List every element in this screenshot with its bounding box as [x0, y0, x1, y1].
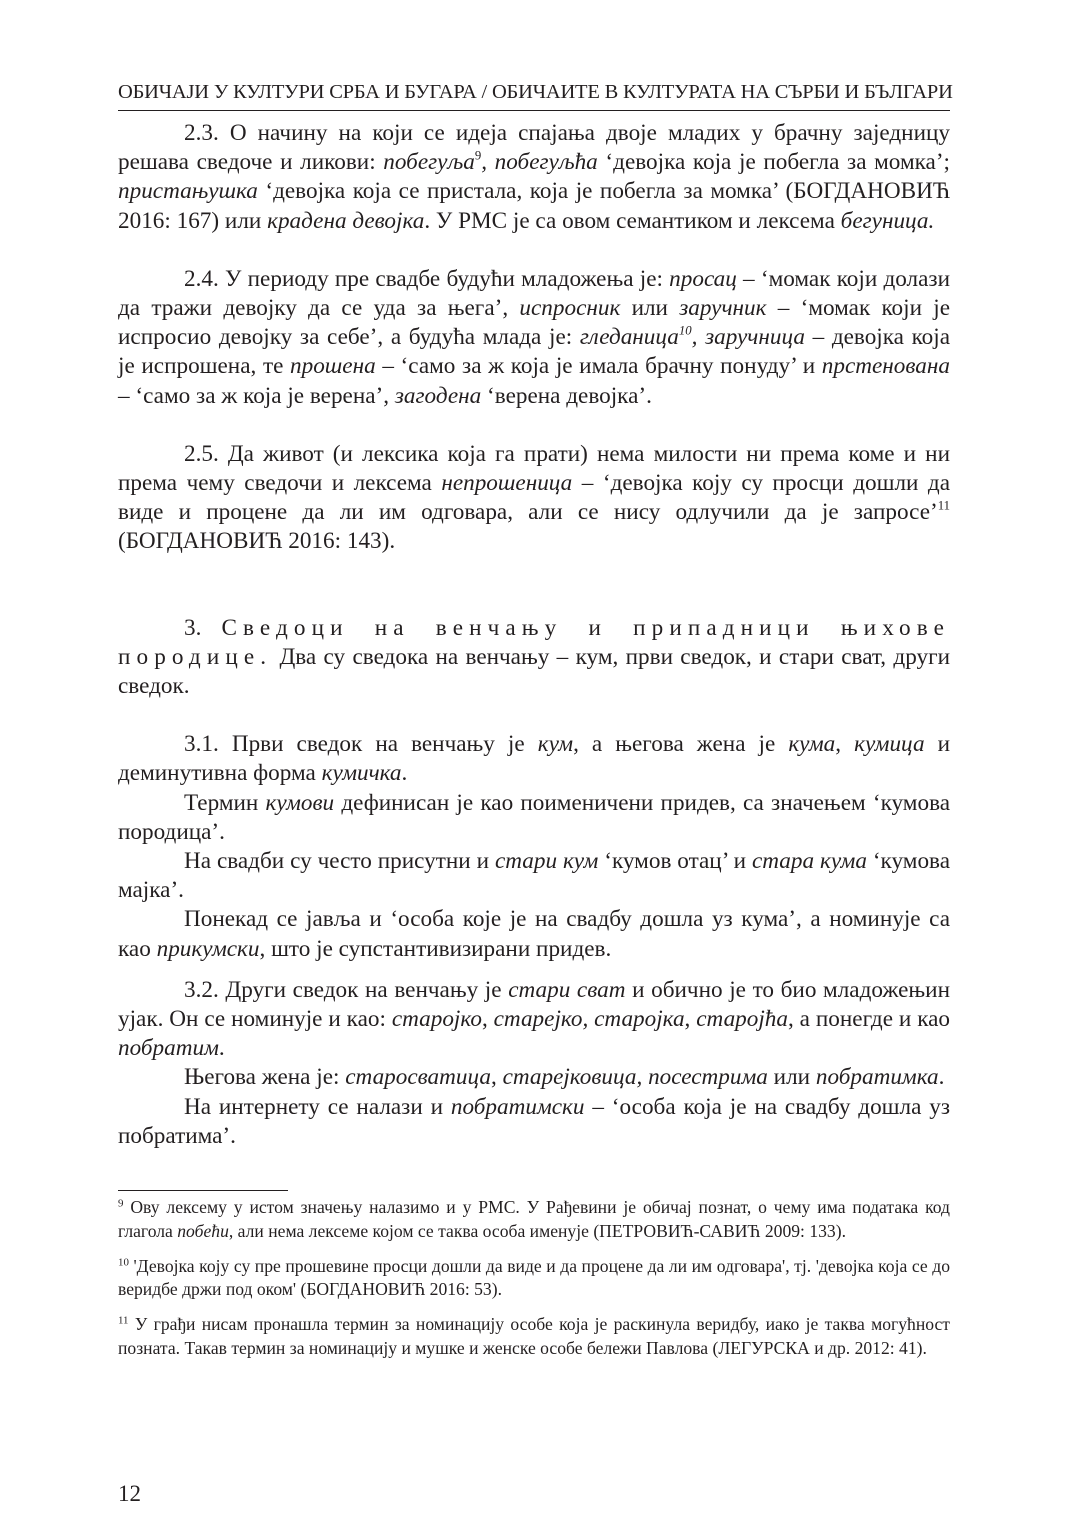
term: старејко, старојка	[493, 1006, 685, 1033]
page-number: 12	[118, 1481, 141, 1506]
header-rule	[118, 110, 950, 111]
term: старосватица	[345, 1064, 491, 1091]
term: старојћа	[696, 1006, 788, 1033]
section-heading: Сведоци на венчању и припадници њихове породице.	[118, 614, 951, 670]
term: просац	[669, 265, 737, 292]
term: кумица	[854, 731, 925, 758]
term: кумови	[265, 789, 335, 816]
term: кум	[537, 731, 574, 758]
paragraph-3-1-kumovi: Термин кумови дефинисан је као поименичени придев, са значењем ‘кумова породица’.	[118, 789, 951, 845]
term: заручница	[705, 324, 805, 351]
footnotes	[118, 1196, 950, 1372]
term: прикумски	[156, 935, 260, 962]
footnote-9: $^9$ Ову лексему у истом значењу налазимо и у РМС. У Рађевини је обичај познат, о чему има података код глагола побећи, али нема лексеме којом се таква особа именује (ПЕТРОВИЋ-САВИЋ 2009: 133).	[118, 1197, 950, 1241]
term: старојко	[391, 1006, 482, 1033]
footnote-number: 10	[118, 1256, 129, 1269]
term: непрошеница	[441, 470, 573, 497]
paragraph-2-4: 2.4. У периоду пре свадбе будући младожења је: просац – ‘момак који долази да тражи девојку да се уда за њега’, испросник или заручник – ‘момак који је испросио девојку за себе’, а будућа млада је: гледаница$^{10}$, заручница – девојка која је испрошена, те прошена – ‘само за ж која је имала брачну понуду’ и прстенована – ‘само за ж која је верена’, загодена ‘верена девојка’.	[118, 265, 951, 409]
footnote-10: $^{10}$ 'Девојка коју су пре прошевине просци дошли да виде и да процене да ли им одговара', тј. 'девојка која се до веридбе држи под оком' (БОГДАНОВИЋ 2016: 53).	[118, 1255, 950, 1300]
paragraph-3-2: 3.2. Други сведок на венчању је стари сват и обично је то био младожењин ујак. Он се номинује и као: старојко, старејко, старојка, старојћа, а понегде и као побратим.	[118, 976, 951, 1062]
footnote-number: 9	[118, 1197, 124, 1210]
footnote-ref-11[interactable]: 11	[937, 498, 950, 513]
term: крадена девојка	[267, 207, 425, 234]
paragraph-3-2-wife: Његова жена је: старосватица, старејковица, посестрима или побратимка.	[184, 1064, 945, 1091]
term: испросник	[519, 295, 621, 322]
term: побећи	[177, 1220, 229, 1241]
running-title: ОБИЧАЈИ У КУЛТУРИ СРБА И БУГАРА / ОБИЧАИТЕ В КУЛТУРАТА НА СЪРБИ И БЪЛГАРИ	[118, 81, 953, 103]
paragraph-3-1: 3.1. Први сведок на венчању је кум, а његова жена је кума, кумица и деминутивна форма кумичка.	[118, 731, 950, 787]
footnote-rule	[118, 1190, 288, 1191]
footnote-ref-9[interactable]: 9	[474, 148, 482, 163]
term: кумичка	[321, 760, 402, 787]
term: кума	[788, 731, 836, 758]
term: прстенована	[821, 353, 950, 380]
term: заручник	[679, 295, 767, 322]
term: стари сват	[508, 976, 626, 1003]
paragraph-3-2-internet: На интернету се налази и побратимски – ‘особа која је на свадбу дошла уз побратима’.	[118, 1093, 950, 1149]
paragraph-3-1-prikumski: Понекад се јавља и ‘особа које је на свадбу дошла уз кума’, а номинује са као прикумски, што је супстантивизирани придев.	[118, 906, 950, 962]
term: стари кум	[494, 848, 599, 875]
paragraph-3: 3. Сведоци на венчању и припадници њихове породице. Два су сведока на венчању – кум, први сведок, и стари сват, други сведок.	[118, 614, 951, 700]
footnote-ref-10[interactable]: 10	[678, 323, 692, 338]
paragraph-3-1-stari-kum: На свадби су често присутни и стари кум ‘кумов отац’ и стара кума ‘кумова мајка’.	[118, 848, 950, 904]
footnote-11: $^{11}$ У грађи нисам пронашла термин за номинацију особе која је раскинула веридбу, иако је таква могућност позната. Такав термин за номинацију и мушке и женске особе бележи Павлова (ЛЕГУРСКА и др. 2012: 41).	[118, 1314, 950, 1358]
term: пристањушка	[118, 178, 258, 205]
term: побегуљћа	[494, 149, 598, 176]
running-header	[118, 78, 953, 106]
main-text	[118, 119, 950, 1151]
term: побратимски	[450, 1093, 585, 1120]
term: побратимка	[815, 1064, 939, 1091]
term: побегуља	[383, 149, 475, 176]
term: побратим	[118, 1035, 219, 1062]
term: бегуница	[840, 207, 929, 234]
footnote-number: 11	[118, 1314, 129, 1327]
term: стара кума	[751, 848, 867, 875]
term: старејковица, посестрима	[502, 1064, 768, 1091]
paragraph-2-3: 2.3. О начину на који се идеја спајања двоје младих у брачну заједницу решава сведоче и ликови: побегуља$^9$, побегуљћа ‘девојка која је побегла за момка’; пристањушка ‘девојка која се пристала, која је побегла за момка’ (БОГДАНОВИЋ 2016: 167) или крадена девојка. У РМС је са овом семантиком и лексема бегуница.	[118, 120, 951, 234]
paragraph-2-5: 2.5. Да живот (и лексика која га прати) нема милости ни према коме и ни према чему сведочи и лексема непрошеница – ‘девојка коју су просци дошли да виде и процене да ли им одговара, али се нису одлучили да је запросе’$^{11}$ (БОГДАНОВИЋ 2016: 143).	[118, 440, 950, 555]
term: загодена	[394, 382, 482, 409]
term: прошена	[290, 353, 376, 380]
term: гледаница	[579, 324, 679, 351]
